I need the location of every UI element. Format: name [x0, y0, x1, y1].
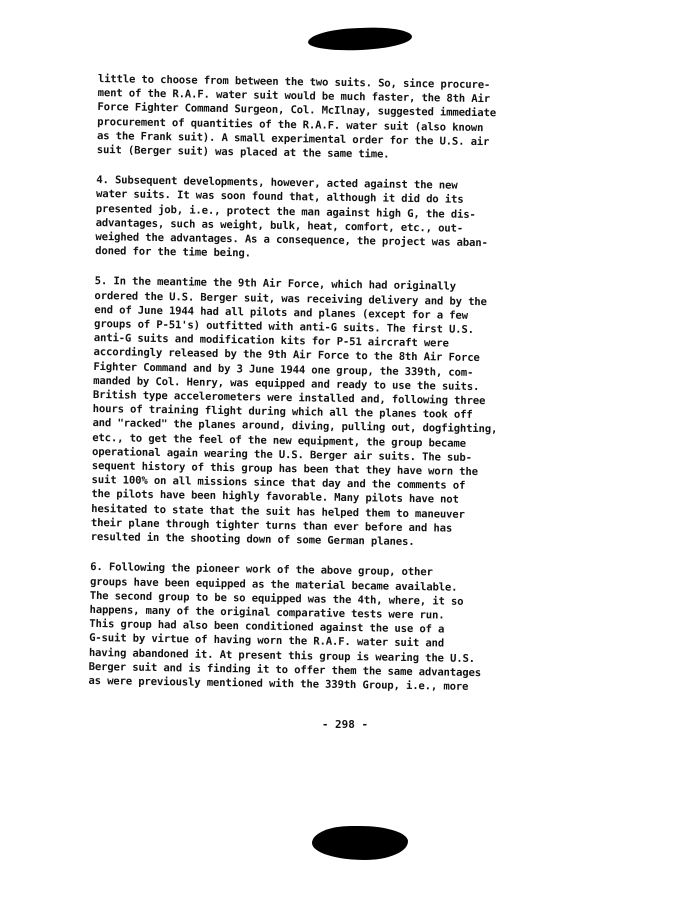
- paragraph-4: 4. Subsequent developments, however, acted against the new water suits. It was soon found that, although it did do its presented job, i.e., protect the man against high G, the dis- advantages, such as weight, bulk, heat, comfort, etc., out- weighed the advantages. As a consequence, the project was aban- doned for the time being.: [95, 174, 488, 260]
- body-text: [88, 72, 558, 711]
- paragraph-6: 6. Following the pioneer work of the above group, other groups have been equipped as the material became available. The second group to be so equipped was the 4th, where, it so happens, many of the original comparative tests were run. This group had also been conditioned against the use of a G-suit by virtue of having worn the R.A.F. water suit and having abandoned it. At present this group is wearing the U.S. Berger suit and is finding it to offer them the same advantages as were previously mentioned with the 339th Group, i.e., more: [88, 561, 482, 693]
- page-number: - 298 -: [321, 718, 369, 731]
- redaction-mark-top: [308, 26, 413, 52]
- paragraph-continuation: little to choose from between the two suits. So, since procure- ment of the R.A.F. water suit would be much faster, the 8th Air Force Fighter Command Surgeon, Col. McIlnay, suggested immediate procurement of quantities of the R.A.F. water suit (also known as the Frank suit). A small experimental order for the U.S. air suit (Berger suit) was placed at the same time.: [96, 72, 497, 161]
- paragraph-5: 5. In the meantime the 9th Air Force, which had originally ordered the U.S. Berger suit, was receiving delivery and by the end of June 1944 had all pilots and planes (except for a few groups of P-51's) outfitted with anti-G suits. The first U.S. anti-G suits and modification kits for P-51 aircraft were accordingly released by the 9th Air Force to the 8th Air Force Fighter Command and by 3 June 1944 one group, the 339th, com- manded by Col. Henry, was equipped and ready to use the suits. British type accelerometers were installed and, following three hours of training flight during which all the planes took off and "racked" the planes around, diving, pulling out, dogfighting, etc., to get the feel of the new equipment, the group became operational again wearing the U.S. Berger air suits. The sub- sequent history of this group has been that they have worn the suit 100% on all missions since that day and the comments of the pilots have been highly favorable. Many pilots have not hesitated to state that the suit has helped them to maneuver their plane through tighter turns than ever before and has resulted in the shooting down of some German planes.: [90, 275, 498, 549]
- redaction-mark-bottom: [312, 826, 408, 860]
